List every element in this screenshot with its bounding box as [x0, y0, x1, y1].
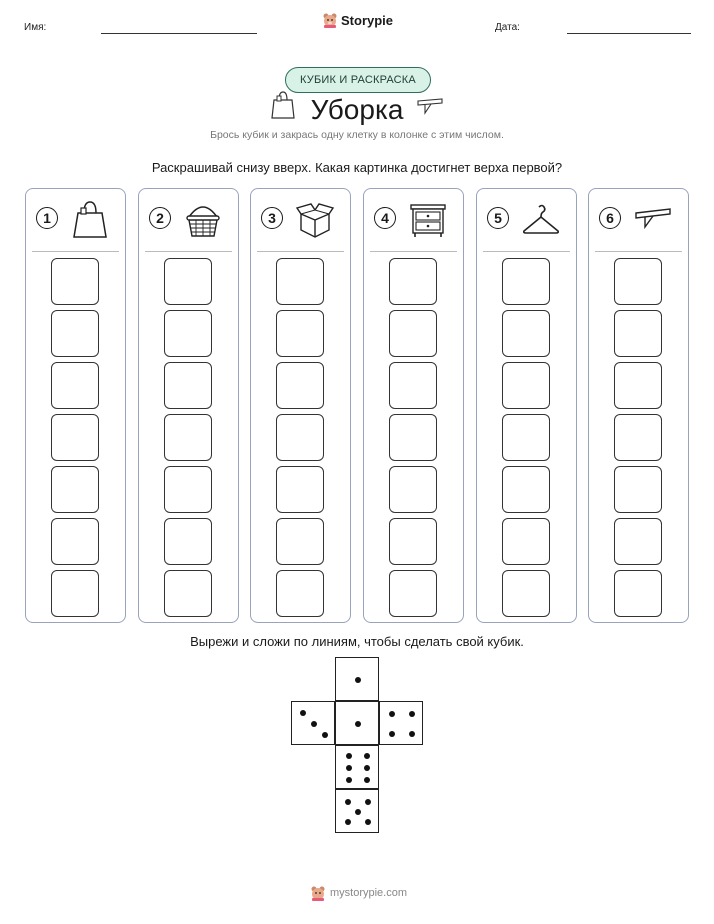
- die-pip: [345, 799, 351, 805]
- coloring-cell[interactable]: [389, 258, 437, 305]
- coloring-cell[interactable]: [276, 258, 324, 305]
- category-badge: КУБИК И РАСКРАСКА: [285, 67, 431, 93]
- name-label: Имя:: [24, 22, 47, 33]
- cube-instruction: Вырежи и сложи по линиям, чтобы сделать свой кубик.: [190, 634, 524, 649]
- coloring-cell[interactable]: [614, 570, 662, 617]
- brand-name: Storypie: [341, 12, 394, 28]
- column-1: [25, 188, 126, 623]
- column-number: 2: [149, 207, 171, 229]
- coloring-cell[interactable]: [502, 466, 550, 513]
- hanger-icon: [521, 199, 561, 239]
- cube-face-6: [335, 745, 379, 789]
- coloring-cell[interactable]: [51, 570, 99, 617]
- coloring-cell[interactable]: [389, 310, 437, 357]
- brand-logo: [322, 12, 393, 28]
- column-4: [363, 188, 464, 623]
- die-pip: [409, 731, 415, 737]
- column-3: [250, 188, 351, 623]
- subtitle: Брось кубик и закрась одну клетку в колонке с этим числом.: [210, 129, 504, 141]
- cube-face-5: [335, 789, 379, 833]
- column-divider: [145, 251, 232, 252]
- coloring-cell[interactable]: [51, 258, 99, 305]
- column-number: 6: [599, 207, 621, 229]
- date-line[interactable]: [567, 33, 691, 34]
- die-pip: [409, 711, 415, 717]
- coloring-instruction: Раскрашивай снизу вверх. Какая картинка достигнет верха первой?: [151, 160, 563, 175]
- coloring-cell[interactable]: [389, 570, 437, 617]
- coloring-cell[interactable]: [164, 310, 212, 357]
- coloring-cell[interactable]: [276, 414, 324, 461]
- column-divider: [370, 251, 457, 252]
- shopping-bag-icon: [70, 199, 110, 239]
- coloring-cell[interactable]: [502, 570, 550, 617]
- coloring-cell[interactable]: [51, 414, 99, 461]
- date-label: Дата:: [495, 22, 520, 33]
- coloring-cell[interactable]: [389, 414, 437, 461]
- die-pip: [364, 765, 370, 771]
- coloring-cell[interactable]: [614, 310, 662, 357]
- coloring-cell[interactable]: [164, 414, 212, 461]
- column-divider: [483, 251, 570, 252]
- coloring-cell[interactable]: [502, 362, 550, 409]
- shelf-icon: [633, 199, 673, 239]
- column-number: 4: [374, 207, 396, 229]
- column-divider: [595, 251, 682, 252]
- cube-face-3: [291, 701, 335, 745]
- die-pip: [322, 732, 328, 738]
- die-pip: [355, 721, 361, 727]
- footer-bear-icon: [310, 885, 326, 901]
- coloring-cell[interactable]: [51, 466, 99, 513]
- coloring-cell[interactable]: [614, 518, 662, 565]
- die-pip: [346, 753, 352, 759]
- die-pip: [346, 765, 352, 771]
- coloring-cell[interactable]: [502, 310, 550, 357]
- die-pip: [364, 777, 370, 783]
- coloring-cell[interactable]: [164, 466, 212, 513]
- coloring-cell[interactable]: [614, 258, 662, 305]
- die-pip: [300, 710, 306, 716]
- footer-url: mystorypie.com: [330, 887, 408, 899]
- die-pip: [345, 819, 351, 825]
- coloring-cell[interactable]: [276, 518, 324, 565]
- coloring-cell[interactable]: [164, 518, 212, 565]
- coloring-cell[interactable]: [51, 362, 99, 409]
- column-divider: [257, 251, 344, 252]
- die-pip: [346, 777, 352, 783]
- footer: [310, 885, 407, 901]
- die-pip: [389, 731, 395, 737]
- coloring-cell[interactable]: [614, 414, 662, 461]
- die-pip: [365, 799, 371, 805]
- coloring-cell[interactable]: [51, 310, 99, 357]
- coloring-cell[interactable]: [276, 570, 324, 617]
- column-2: [138, 188, 239, 623]
- page-title: Уборка: [310, 94, 404, 125]
- coloring-cell[interactable]: [276, 310, 324, 357]
- coloring-cell[interactable]: [276, 362, 324, 409]
- coloring-cell[interactable]: [614, 466, 662, 513]
- cube-face-1: [335, 701, 379, 745]
- die-pip: [364, 753, 370, 759]
- coloring-cell[interactable]: [614, 362, 662, 409]
- nightstand-icon: [408, 199, 448, 239]
- cube-face-4: [379, 701, 423, 745]
- coloring-cell[interactable]: [389, 362, 437, 409]
- coloring-cell[interactable]: [502, 518, 550, 565]
- coloring-cell[interactable]: [502, 414, 550, 461]
- column-number: 5: [487, 207, 509, 229]
- column-number: 3: [261, 207, 283, 229]
- coloring-cell[interactable]: [51, 518, 99, 565]
- coloring-cell[interactable]: [276, 466, 324, 513]
- box-icon: [295, 199, 335, 239]
- coloring-cell[interactable]: [164, 570, 212, 617]
- die-pip: [365, 819, 371, 825]
- basket-icon: [183, 199, 223, 239]
- column-6: [588, 188, 689, 623]
- name-line[interactable]: [101, 33, 257, 34]
- coloring-cell[interactable]: [164, 362, 212, 409]
- column-number: 1: [36, 207, 58, 229]
- die-pip: [355, 809, 361, 815]
- cube-face-1: [335, 657, 379, 701]
- die-pip: [311, 721, 317, 727]
- column-5: [476, 188, 577, 623]
- column-divider: [32, 251, 119, 252]
- die-pip: [389, 711, 395, 717]
- coloring-cell[interactable]: [164, 258, 212, 305]
- coloring-cell[interactable]: [502, 258, 550, 305]
- title-shelf-icon: [416, 97, 444, 117]
- coloring-cell[interactable]: [389, 466, 437, 513]
- die-pip: [355, 677, 361, 683]
- coloring-cell[interactable]: [389, 518, 437, 565]
- bear-icon: [322, 12, 338, 28]
